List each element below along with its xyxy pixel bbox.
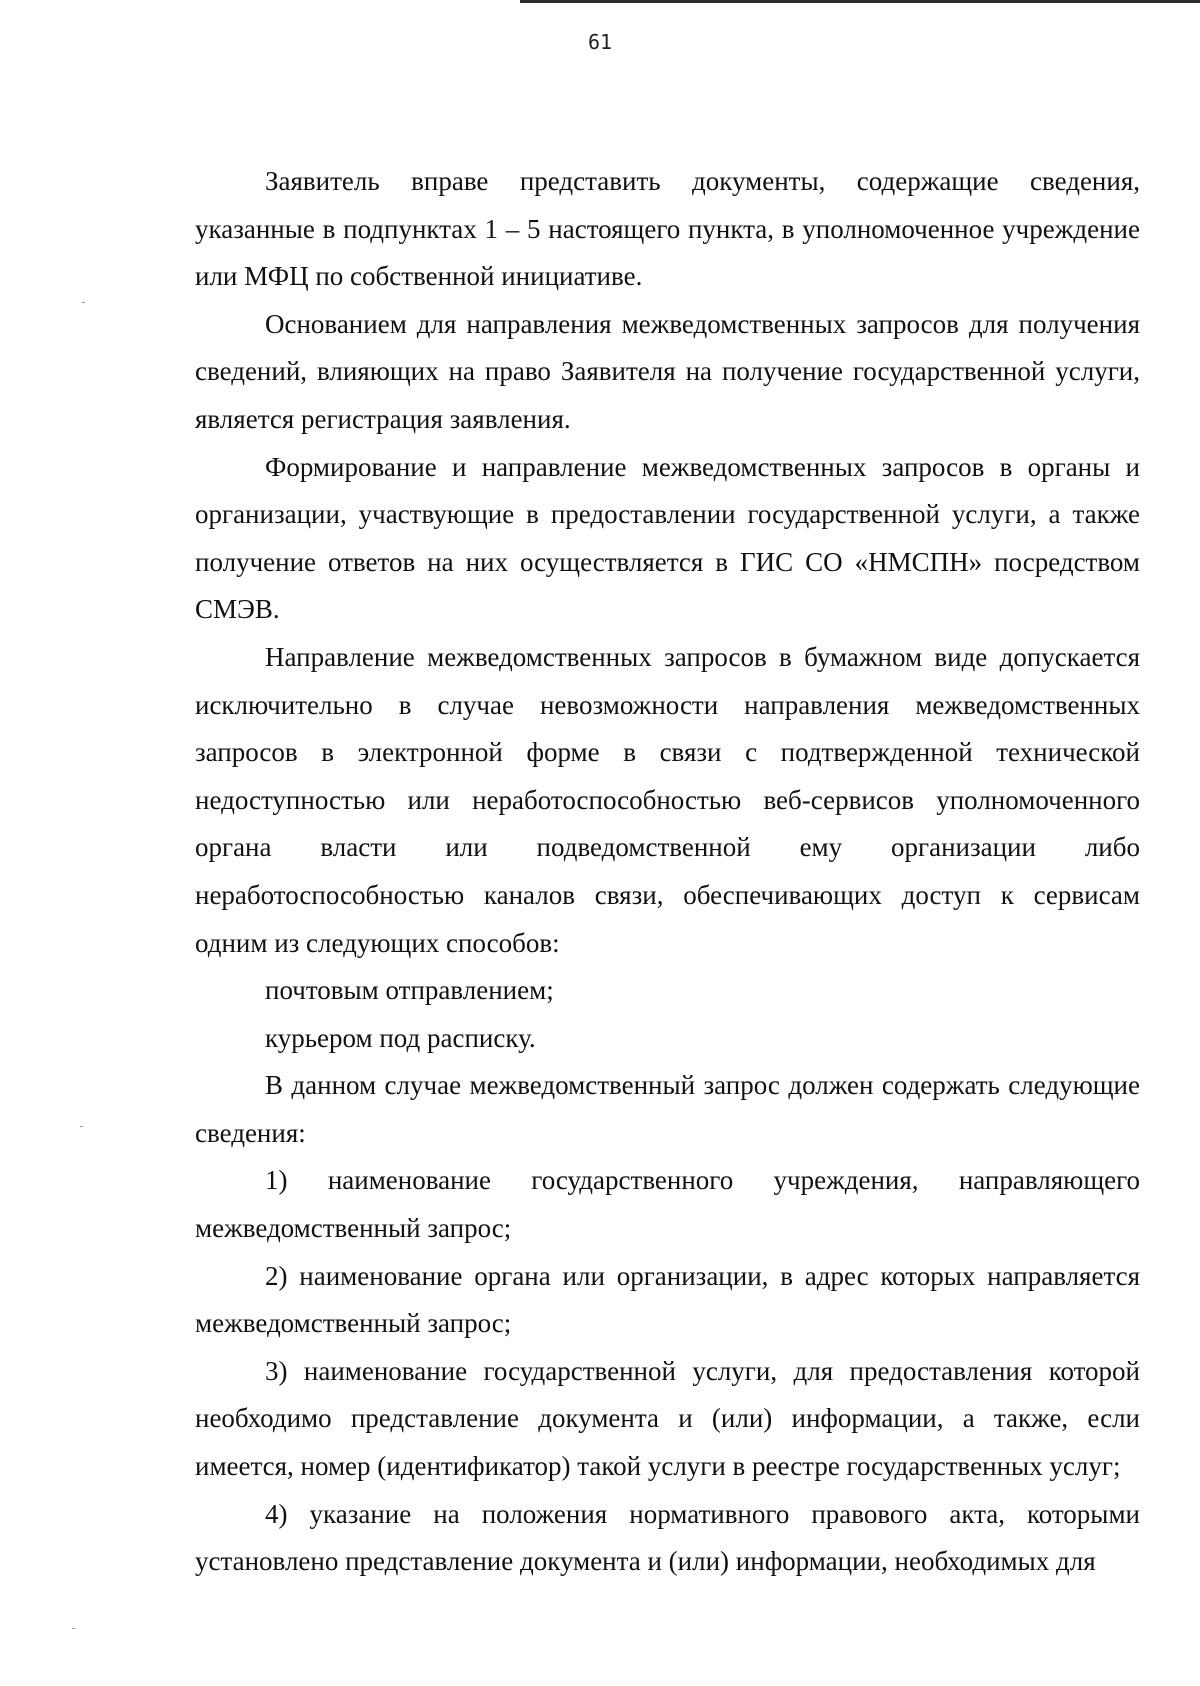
list-item-2: 2) наименование органа или организации, в адрес которых направляется межведомственный запрос; (195, 1260, 1140, 1339)
list-item-1: 1) наименование государственного учреждения, направляющего межведомственный запрос; (195, 1165, 1140, 1244)
paragraph-applicant-right: Заявитель вправе представить документы, содержащие сведения, указанные в подпунктах 1 – 5 настоящего пункта, в уполномоченное учреждение или МФЦ по собственной инициативе. (195, 166, 1140, 292)
scan-speck (82, 302, 85, 303)
paragraph-request-contents: В данном случае межведомственный запрос должен содержать следующие сведения: (195, 1070, 1140, 1148)
list-item-4: 4) указание на положения нормативного правового акта, которыми установлено представление документа и (или) информации, необходимых для (195, 1498, 1140, 1577)
scan-speck (80, 1126, 83, 1127)
paragraph-paper-requests: Направление межведомственных запросов в бумажном виде допускается исключительно в случае невозможности направления межведомственных запросов в электронной форме в связи с подтвержденной технической недоступностью или неработоспособностью веб-сервисов уполномоченного органа власти или подведомственной ему организации либо неработоспособностью каналов связи, обеспечивающих доступ к сервисам одним из следующих способов: (195, 641, 1140, 958)
scan-speck (72, 1628, 75, 1629)
paragraph-method-mail: почтовым отправлением; (265, 975, 554, 1006)
body-text (195, 158, 1140, 1586)
paragraph-basis-for-requests: Основанием для направления межведомственных запросов для получения сведений, влияющих на право Заявителя на получение государственной услуги, является регистрация заявления. (195, 308, 1140, 434)
list-item-3: 3) наименование государственной услуги, для предоставления которой необходимо представление документа и (или) информации, а также, если имеется, номер (идентификатор) такой услуги в реестре государственных услуг; (195, 1355, 1140, 1482)
page-number: 61 (587, 30, 613, 54)
top-edge-rule (520, 0, 1200, 3)
paragraph-forming-requests: Формирование и направление межведомственных запросов в органы и организации, участвующие в предоставлении государственной услуги, а также получение ответов на них осуществляется в ГИС СО «НМСПН» посредством СМЭВ. (195, 451, 1140, 625)
paragraph-method-courier: курьером под расписку. (265, 1022, 536, 1053)
